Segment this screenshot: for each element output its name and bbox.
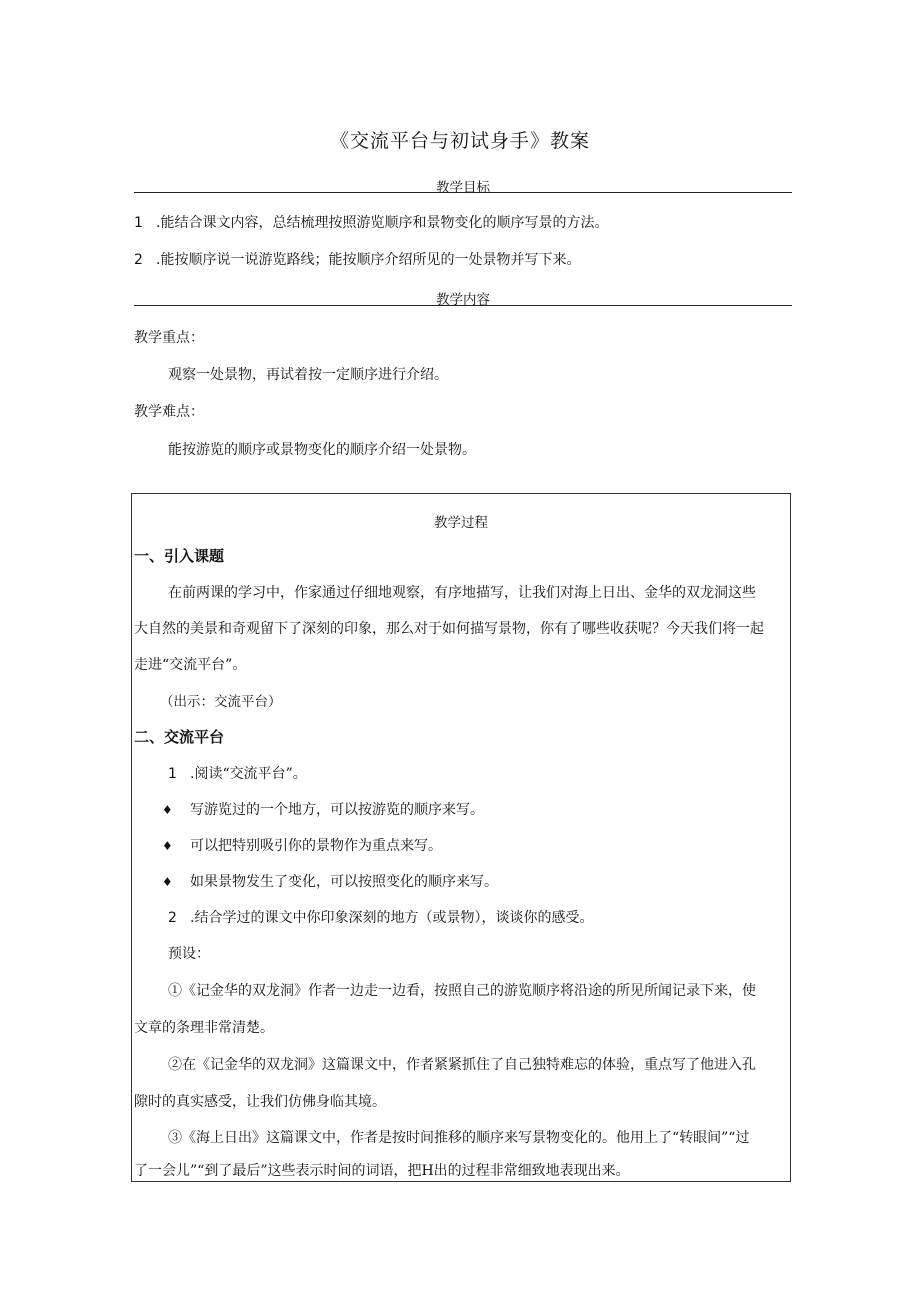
section1-line: 走进“交流平台”。: [134, 657, 247, 673]
step-1: [168, 763, 307, 783]
diamond-bullet-icon: ♦: [162, 875, 173, 889]
goal-text: .能按顺序说一说游览路线；能按顺序介绍所见的一处景物并写下来。: [156, 252, 581, 268]
bullet-text: 写游览过的一个地方，可以按游览的顺序来写。: [190, 802, 484, 818]
difficulty-text: 能按游览的顺序或景物变化的顺序介绍一处景物。: [168, 442, 476, 458]
step-text: .结合学过的课文中你印象深刻的地方（或景物），谈谈你的感受。: [190, 910, 594, 926]
diamond-bullet-icon: ♦: [162, 839, 173, 853]
bullet-text: 可以把特别吸引你的景物作为重点来写。: [190, 838, 442, 854]
section2-title: 二、交流平台: [134, 728, 225, 746]
goals-rule: [134, 192, 792, 193]
section1-line: 在前两课的学习中，作家通过仔细地观察，有序地描写，让我们对海上日出、金华的双龙洞这些: [168, 585, 756, 601]
step-text: .阅读“交流平台”。: [190, 766, 307, 782]
key-point-text: 观察一处景物，再试着按一定顺序进行介绍。: [168, 367, 448, 383]
goal-item: [134, 212, 608, 232]
preset-2-line: 隙时的真实感受，让我们仿佛身临其境。: [134, 1094, 386, 1110]
step-number: 2: [168, 910, 177, 926]
goal-text: .能结合课文内容，总结梳理按照游览顺序和景物变化的顺序写景的方法。: [156, 215, 609, 231]
difficulty-label: 教学难点：: [134, 404, 204, 420]
step-2: [168, 907, 593, 927]
section1-title: 一、引入课题: [134, 547, 225, 565]
bullet-text: 如果景物发生了变化，可以按照变化的顺序来写。: [190, 874, 498, 890]
section1-note: （出示：交流平台）: [160, 694, 282, 710]
preset-2-line: ②在《记金华的双龙洞》这篇课文中，作者紧紧抓住了自己独特难忘的体验，重点写了他进入孔: [168, 1057, 756, 1073]
bullet-item: [162, 871, 498, 891]
goal-item: [134, 249, 580, 269]
preset-3-line: 了一会儿”“到了最后”这些表示时间的词语，把H出的过程非常细致地表现出来。: [134, 1163, 630, 1179]
goal-number: 1: [134, 215, 143, 231]
diamond-bullet-icon: ♦: [162, 803, 173, 817]
document-title: 《交流平台与初试身手》教案: [329, 130, 590, 152]
preset-label: 预设：: [168, 946, 210, 962]
content-rule: [134, 305, 792, 306]
bullet-item: [162, 835, 442, 855]
bullet-item: [162, 799, 484, 819]
preset-1-line: ①《记金华的双龙洞》作者一边走一边看，按照自己的游览顺序将沿途的所见所闻记录下来，使: [168, 983, 756, 999]
process-heading: 教学过程: [434, 515, 488, 531]
goal-number: 2: [134, 252, 143, 268]
step-number: 1: [168, 766, 177, 782]
preset-3-line: ③《海上日出》这篇课文中，作者是按时间推移的顺序来写景物变化的。他用上了“转眼间”“过: [168, 1130, 750, 1146]
content-heading: 教学内容: [436, 292, 490, 308]
key-point-label: 教学重点：: [134, 330, 204, 346]
preset-1-line: 文章的条理非常清楚。: [134, 1020, 274, 1036]
goals-heading: 教学目标: [436, 180, 490, 196]
section1-line: 大自然的美景和奇观留下了深刻的印象，那么对于如何描写景物，你有了哪些收获呢？今天我们将一起: [134, 621, 764, 637]
